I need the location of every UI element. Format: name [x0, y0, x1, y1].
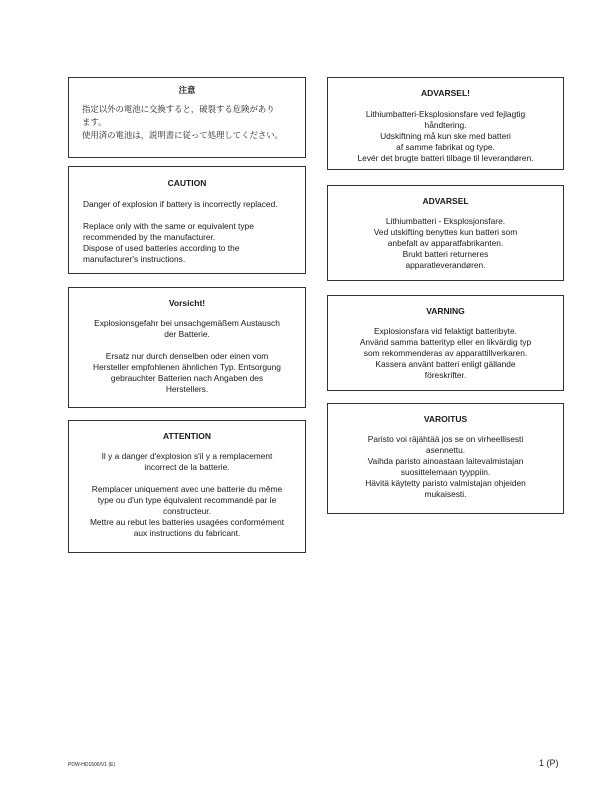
text-line: constructeur.: [163, 506, 211, 516]
box-title: 注意: [178, 85, 196, 95]
box-title: ATTENTION: [162, 431, 211, 441]
page-number: 1 (P): [539, 758, 559, 768]
text-line: 使用済の電池は，説明書に従って処理してください。: [82, 130, 283, 140]
text-line: asennettu.: [425, 445, 466, 455]
text-line: Använd samma batterityp eller en likvärdig typ: [359, 337, 532, 347]
model-number: PDW-HD1500/V1 (E): [68, 762, 116, 768]
varoitus-box: [327, 403, 564, 514]
box-text: [82, 103, 305, 142]
text-line: Brukt batteri returneres: [402, 249, 489, 259]
text-line: Vaihda paristo ainoastaan laitevalmistajan: [367, 456, 524, 466]
text-line: Lithiumbatteri-Eksplosionsfare ved fejlagtig: [365, 109, 526, 119]
vorsicht-box: [68, 287, 306, 408]
box-paragraph: [83, 199, 305, 210]
attention-box: [68, 420, 306, 553]
text-line: suosittelemaan tyyppiin.: [400, 467, 491, 477]
text-line: manufacturer's instructions.: [83, 254, 186, 264]
japanese-caution-box: [68, 77, 306, 158]
text-line: aux instructions du fabricant.: [133, 528, 241, 538]
text-line: Herstellers.: [165, 384, 209, 394]
box-text: [328, 109, 563, 164]
text-line: Dispose of used batteries according to the: [83, 243, 240, 253]
text-line: håndtering.: [424, 120, 467, 130]
text-line: Kassera använt batteri enligt gällande: [375, 359, 516, 369]
text-line: Hersteller empfohlenen ähnlichen Typ. Entsorgung: [93, 362, 281, 372]
text-line: recommended by the manufacturer.: [83, 232, 216, 242]
box-text: [328, 216, 563, 271]
text-line: Il y a danger d'explosion s'il y a remplacement: [101, 451, 273, 461]
text-line: type ou d'un type équivalent recommandé par le: [97, 495, 277, 505]
advarsel-norwegian-box: [327, 185, 564, 281]
box-text: [328, 434, 563, 500]
box-paragraph: [69, 451, 305, 473]
text-line: Paristo voi räjähtää jos se on virheellisesti: [367, 434, 524, 444]
text-line: incorrect de la batterie.: [144, 462, 230, 472]
box-title: VARNING: [426, 306, 465, 316]
text-line: Replace only with the same or equivalent type: [83, 221, 254, 231]
text-line: Levér det brugte batteri tilbage til leverandøren.: [357, 153, 534, 163]
box-title: ADVARSEL!: [421, 88, 470, 98]
text-line: Remplacer uniquement avec une batterie du même: [91, 484, 283, 494]
text-line: Mettre au rebut les batteries usagées conformément: [89, 517, 285, 527]
box-title: Vorsicht!: [168, 298, 206, 308]
text-line: som rekommenderas av apparattillverkaren.: [363, 348, 528, 358]
text-line: Lithiumbatteri - Eksplosjonsfare.: [385, 216, 506, 226]
advarsel-danish-box: [327, 77, 564, 170]
text-line: Udskiftning må kun ske med batteri: [380, 131, 511, 141]
text-line: ます。: [82, 117, 107, 127]
text-line: af samme fabrikat og type.: [396, 142, 495, 152]
box-text: [328, 326, 563, 381]
text-line: Explosionsgefahr bei unsachgemäßem Austausch: [94, 318, 280, 328]
text-line: Ersatz nur durch denselben oder einen vom: [105, 351, 269, 361]
box-paragraph: [69, 484, 305, 539]
text-line: Hävitä käytetty paristo valmistajan ohjeiden: [365, 478, 526, 488]
text-line: Explosionsfara vid felaktigt batteribyte.: [374, 326, 517, 336]
box-title: CAUTION: [167, 178, 207, 188]
text-line: mukaisesti.: [424, 489, 467, 499]
text-line: gebrauchter Batterien nach Angaben des: [110, 373, 264, 383]
text-line: 指定以外の電池に交換すると，破裂する危険があり: [82, 104, 275, 114]
text-line: apparatleverandøren.: [405, 260, 486, 270]
caution-box: [68, 166, 306, 274]
text-line: Ved utskifting benyttes kun batteri som: [373, 227, 518, 237]
text-line: Danger of explosion if battery is incorrectly replaced.: [83, 199, 278, 209]
text-line: anbefalt av apparatfabrikanten.: [387, 238, 504, 248]
box-paragraph: [69, 351, 305, 395]
varning-box: [327, 295, 564, 391]
text-line: föreskrifter.: [424, 370, 467, 380]
box-title: VAROITUS: [423, 414, 468, 424]
box-title: ADVARSEL: [422, 196, 469, 206]
text-line: der Batterie.: [164, 329, 210, 339]
box-paragraph: [83, 221, 305, 265]
box-paragraph: [69, 318, 305, 340]
